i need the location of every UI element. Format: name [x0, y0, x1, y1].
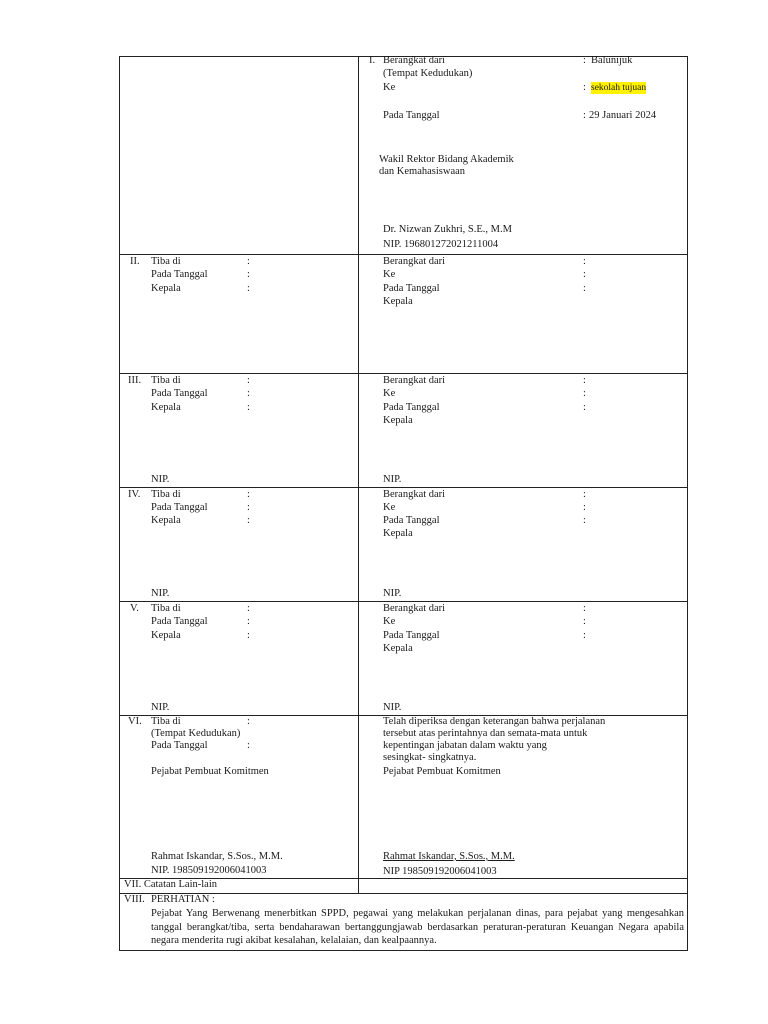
- ke-label: Ke: [383, 502, 396, 513]
- colon: :: [247, 740, 250, 751]
- pada-tanggal-label: Pada Tanggal: [151, 269, 208, 280]
- pada-tanggal-label: Pada Tanggal: [383, 402, 440, 413]
- row-divider: [119, 254, 688, 255]
- colon: :: [583, 630, 586, 641]
- tempat-kedudukan-label: (Tempat Kedudukan): [383, 68, 473, 79]
- berangkat-dari-label: Berangkat dari: [383, 55, 446, 66]
- ke-label: Ke: [383, 269, 396, 280]
- berangkat-dari-label: Berangkat dari: [383, 603, 446, 614]
- pejabat-label-right: Pejabat Pembuat Komitmen: [383, 766, 501, 777]
- berangkat-dari-label: Berangkat dari: [383, 489, 446, 500]
- ke-label: Ke: [383, 388, 396, 399]
- kepala-label: Kepala: [151, 402, 181, 413]
- kepala-label: Kepala: [383, 528, 413, 539]
- colon: :: [583, 256, 586, 267]
- colon: :: [247, 603, 250, 614]
- colon: :: [583, 402, 586, 413]
- row-divider: [119, 487, 688, 488]
- colon: :: [583, 489, 586, 500]
- colon: :: [583, 603, 586, 614]
- colon: :: [583, 375, 586, 386]
- colon: :: [583, 616, 586, 627]
- pejabat-nip-left: NIP. 198509192006041003: [151, 865, 267, 876]
- berangkat-dari-label: Berangkat dari: [383, 375, 446, 386]
- nip-right: NIP.: [383, 474, 402, 485]
- pada-tanggal-value: 29 Januari 2024: [589, 110, 657, 121]
- colon: :: [247, 375, 250, 386]
- table-border-bottom: [119, 950, 688, 951]
- colon: :: [583, 110, 586, 121]
- row-v-number: V.: [130, 603, 139, 614]
- colon: :: [247, 630, 250, 641]
- berangkat-dari-value: Balunijuk: [591, 55, 633, 66]
- section-vi-number: VI.: [128, 716, 142, 727]
- catatan-lain-lain: VII. Catatan Lain-lain: [124, 879, 218, 890]
- pada-tanggal-label: Pada Tanggal: [383, 283, 440, 294]
- table-border-right: [687, 56, 688, 951]
- ke-value-highlighted: sekolah tujuan: [591, 83, 647, 93]
- signer-title-line2: dan Kemahasiswaan: [379, 166, 466, 177]
- colon: :: [247, 388, 250, 399]
- colon: :: [247, 269, 250, 280]
- colon: :: [583, 269, 586, 280]
- colon: :: [247, 283, 250, 294]
- verification-text-line3: kepentingan jabatan dalam waktu yang: [383, 740, 547, 751]
- section-i-number: I.: [369, 55, 376, 66]
- pada-tanggal-label: Pada Tanggal: [383, 110, 440, 121]
- kepala-label: Kepala: [383, 296, 413, 307]
- pada-tanggal-label: Pada Tanggal: [383, 515, 440, 526]
- nip-left: NIP.: [151, 474, 170, 485]
- kepala-label: Kepala: [383, 643, 413, 654]
- nip-left: NIP.: [151, 702, 170, 713]
- colon: :: [247, 515, 250, 526]
- verification-text-line1: Telah diperiksa dengan keterangan bahwa perjalanan: [383, 716, 606, 727]
- colon: :: [247, 402, 250, 413]
- row-iii-number: III.: [128, 375, 142, 386]
- pada-tanggal-label: Pada Tanggal: [151, 502, 208, 513]
- berangkat-dari-label: Berangkat dari: [383, 256, 446, 267]
- colon: :: [583, 55, 586, 66]
- colon: :: [247, 489, 250, 500]
- signer-name: Dr. Nizwan Zukhri, S.E., M.M: [383, 224, 512, 235]
- tiba-di-label: Tiba di: [151, 716, 181, 727]
- nip-right: NIP.: [383, 702, 402, 713]
- colon: :: [583, 515, 586, 526]
- tiba-di-label: Tiba di: [151, 603, 181, 614]
- verification-text-line2: tersebut atas perintahnya dan semata-mata untuk: [383, 728, 588, 739]
- tiba-di-label: Tiba di: [151, 256, 181, 267]
- ke-label: Ke: [383, 82, 396, 93]
- pejabat-label-left: Pejabat Pembuat Komitmen: [151, 766, 269, 777]
- row-divider: [119, 601, 688, 602]
- colon: :: [583, 82, 586, 93]
- colon: :: [583, 388, 586, 399]
- ke-label: Ke: [383, 616, 396, 627]
- colon: :: [247, 716, 250, 727]
- tiba-di-label: Tiba di: [151, 489, 181, 500]
- perhatian-title: PERHATIAN :: [151, 894, 215, 905]
- pejabat-name-right: Rahmat Iskandar, S.Sos., M.M.: [383, 851, 515, 862]
- colon: :: [247, 616, 250, 627]
- signer-nip: NIP. 196801272021211004: [383, 239, 499, 250]
- nip-right: NIP.: [383, 588, 402, 599]
- signer-title-line1: Wakil Rektor Bidang Akademik: [379, 154, 514, 165]
- nip-left: NIP.: [151, 588, 170, 599]
- row-iv-number: IV.: [128, 489, 141, 500]
- tempat-kedudukan-label: (Tempat Kedudukan): [151, 728, 241, 739]
- colon: :: [583, 283, 586, 294]
- section-viii-number: VIII.: [124, 894, 145, 905]
- tiba-di-label: Tiba di: [151, 375, 181, 386]
- pada-tanggal-label: Pada Tanggal: [151, 740, 208, 751]
- kepala-label: Kepala: [151, 515, 181, 526]
- perhatian-body: Pejabat Yang Berwenang menerbitkan SPPD, pegawai yang melakukan perjalanan dinas, para pejabat yang mengesahkan tanggal berangkat/tiba, serta bendaharawan bertanggungjawab berdasarkan peraturan-peraturan Keuangan Negara apabila negara menderita rugi akibat kesalahan, kelalaian, dan kealpaannya.: [151, 908, 684, 946]
- kepala-label: Kepala: [383, 415, 413, 426]
- kepala-label: Kepala: [151, 630, 181, 641]
- pada-tanggal-label: Pada Tanggal: [151, 616, 208, 627]
- row-divider: [119, 373, 688, 374]
- pada-tanggal-label: Pada Tanggal: [383, 630, 440, 641]
- pejabat-name-left: Rahmat Iskandar, S.Sos., M.M.: [151, 851, 283, 862]
- verification-text-line4: sesingkat- singkatnya.: [383, 752, 477, 763]
- row-ii-number: II.: [130, 256, 140, 267]
- table-center-divider: [358, 56, 359, 894]
- colon: :: [247, 502, 250, 513]
- kepala-label: Kepala: [151, 283, 181, 294]
- colon: :: [247, 256, 250, 267]
- table-border-left: [119, 56, 120, 951]
- colon: :: [583, 502, 586, 513]
- pejabat-nip-right: NIP 198509192006041003: [383, 866, 497, 877]
- pada-tanggal-label: Pada Tanggal: [151, 388, 208, 399]
